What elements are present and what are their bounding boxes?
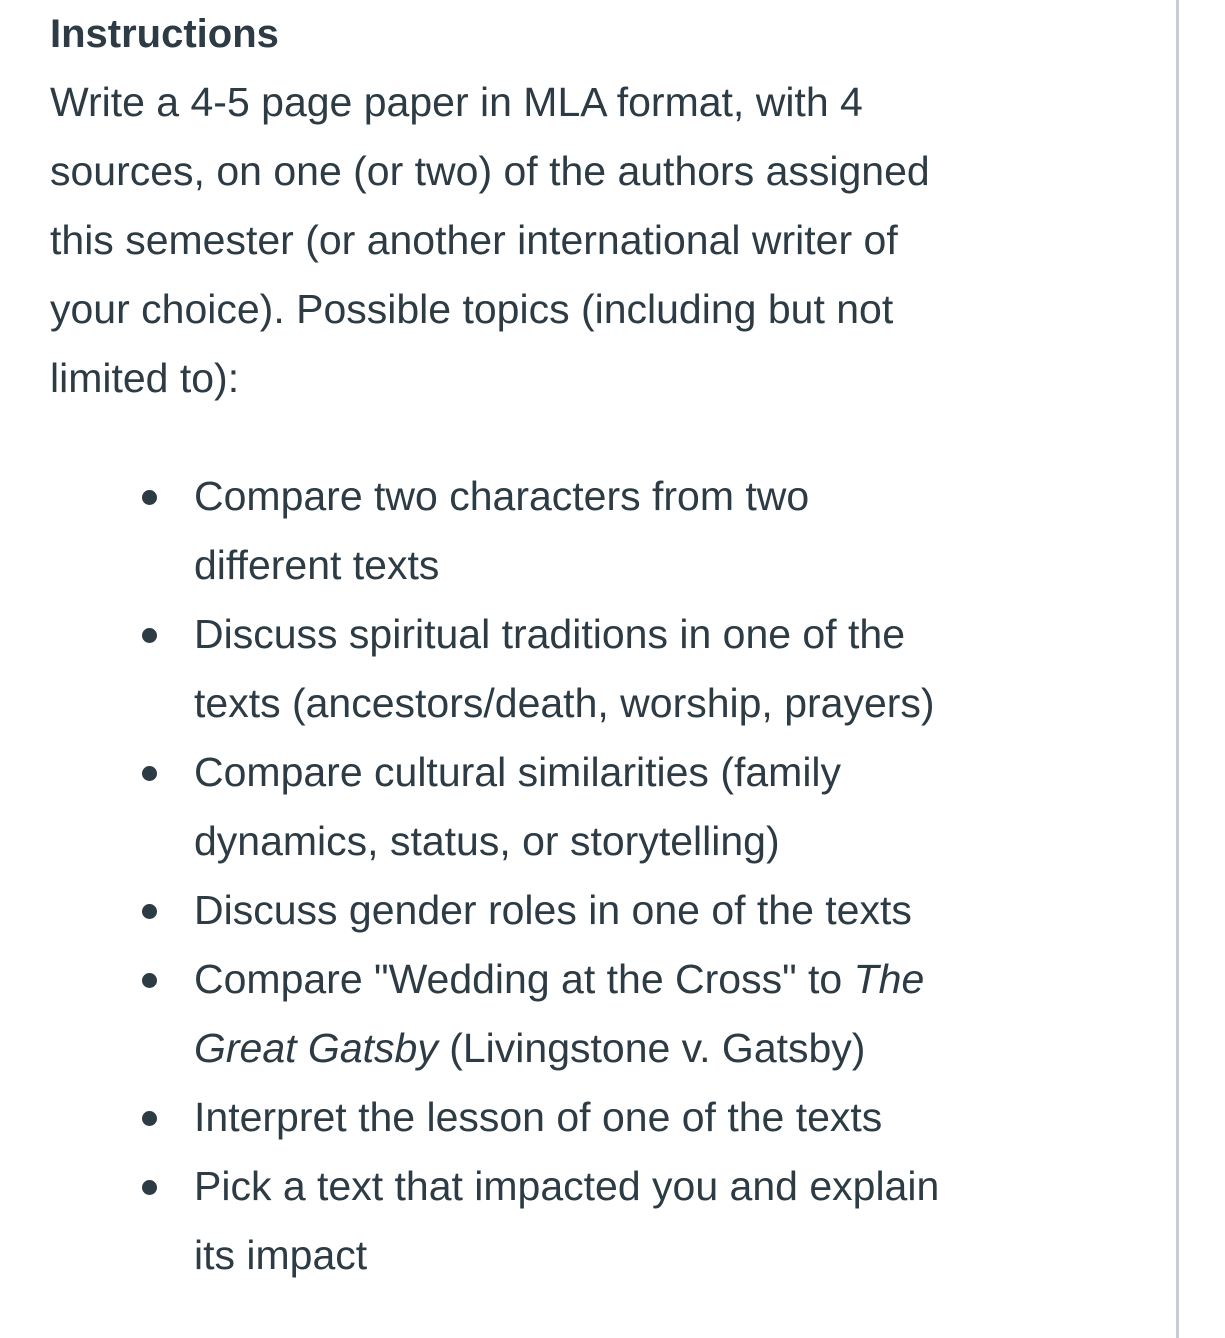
topic-text: texts (ancestors/death, worship, prayers) <box>194 680 935 726</box>
topic-text: dynamics, status, or storytelling) <box>194 818 780 864</box>
topic-text <box>194 945 1176 1014</box>
book-title: The <box>853 956 925 1002</box>
list-item <box>0 1083 1176 1152</box>
bullet-icon <box>142 766 157 781</box>
panel-divider <box>1176 0 1179 1338</box>
list-item <box>0 945 1176 1083</box>
topic-text: Interpret the lesson of one of the texts <box>194 1094 883 1140</box>
bullet-icon <box>142 1180 157 1195</box>
list-item <box>0 462 1176 600</box>
bullet-icon <box>142 628 157 643</box>
topic-text: Compare two characters from two <box>194 473 810 519</box>
topic-text: Discuss gender roles in one of the texts <box>194 887 912 933</box>
list-item <box>0 1152 1176 1290</box>
topic-text: Compare cultural similarities (family <box>194 749 842 795</box>
intro-line: your choice). Possible topics (including but not <box>50 286 894 332</box>
instructions-heading: Instructions <box>50 12 279 56</box>
bullet-icon <box>142 1111 157 1126</box>
bullet-icon <box>142 490 157 505</box>
intro-line: limited to): <box>50 355 240 401</box>
bullet-icon <box>142 904 157 919</box>
topic-text-prefix: Compare "Wedding at the Cross" to <box>194 956 854 1002</box>
topic-text <box>194 1014 1176 1083</box>
topics-list <box>0 462 1176 1290</box>
topic-text: its impact <box>194 1232 368 1278</box>
intro-line: this semester (or another international writer of <box>50 217 898 263</box>
topic-text: different texts <box>194 542 440 588</box>
topic-text-suffix: (Livingstone v. Gatsby) <box>437 1025 866 1071</box>
topic-text: Pick a text that impacted you and explain <box>194 1163 940 1209</box>
book-title: Great Gatsby <box>194 1025 438 1071</box>
bullet-icon <box>142 973 157 988</box>
list-item <box>0 876 1176 945</box>
intro-line: Write a 4-5 page paper in MLA format, with 4 <box>50 79 863 125</box>
instructions-intro <box>50 68 1140 413</box>
intro-line: sources, on one (or two) of the authors assigned <box>50 148 930 194</box>
list-item <box>0 600 1176 738</box>
list-item <box>0 738 1176 876</box>
topic-text: Discuss spiritual traditions in one of the <box>194 611 906 657</box>
